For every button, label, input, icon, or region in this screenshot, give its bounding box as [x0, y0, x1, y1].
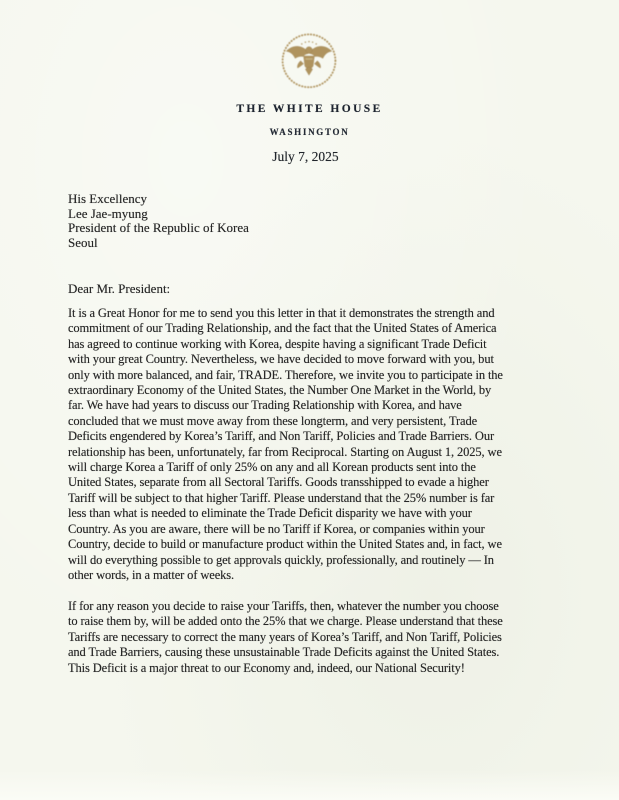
- text-line: has agreed to continue working with Korea, despite having a significant Trade Deficit: [68, 336, 487, 351]
- letter-date: July 7, 2025: [272, 149, 339, 164]
- salutation: Dear Mr. President:: [68, 281, 171, 296]
- text-line: Country. As you are aware, there will be no Tariff if Korea, or companies within your: [68, 521, 485, 536]
- text-line: far. We have had years to discuss our Trading Relationship with Korea, and have: [68, 398, 462, 413]
- body-paragraph-2: [68, 599, 503, 676]
- text-line: and Trade Barriers, causing these unsustainable Trade Deficits against the United States.: [68, 645, 500, 660]
- text-line: Deficits engendered by Korea’s Tariff, and Non Tariff, Policies and Trade Barriers. Our: [68, 429, 495, 444]
- text-line: This Deficit is a major threat to our Economy and, indeed, our National Security!: [68, 660, 465, 675]
- text-line: with your great Country. Nevertheless, we have decided to move forward with you, but: [68, 352, 494, 367]
- text-line: only with more balanced, and fair, TRADE. Therefore, we invite you to participate in the: [68, 367, 503, 382]
- text-line: United States, separate from all Sectoral Tariffs. Goods transshipped to evade a higher: [68, 475, 489, 490]
- text-line: Country, decide to build or manufacture product within the United States and, in fact, we: [68, 537, 502, 552]
- text-line: Lee Jae-myung: [68, 205, 148, 221]
- text-line: His Excellency: [68, 191, 148, 206]
- letterhead-city: WASHINGTON: [269, 127, 350, 137]
- text-line: commitment of our Trading Relationship, and the fact that the United States of America: [68, 321, 497, 336]
- text-line: President of the Republic of Korea: [68, 220, 249, 236]
- text-line: Tariffs are necessary to correct the many years of Korea’s Tariff, and Non Tariff, Policies: [68, 629, 502, 644]
- text-line: It is a Great Honor for me to send you this letter in that it demonstrates the strength and: [68, 306, 495, 320]
- text-line: will do everything possible to get approvals quickly, professionally, and routinely — In: [68, 552, 494, 567]
- text-line: concluded that we must move away from these longterm, and very persistent, Trade: [68, 413, 478, 428]
- text-line: to raise them by, will be added onto the 25% that we charge. Please understand that these: [68, 614, 503, 629]
- text-line: other words, in a matter of weeks.: [68, 567, 235, 582]
- presidential-seal-icon: [277, 32, 341, 92]
- text-line: If for any reason you decide to raise your Tariffs, then, whatever the number you choose: [68, 599, 499, 613]
- body-paragraph-1: [68, 306, 503, 583]
- text-line: Tariff will be subject to that higher Tariff. Please understand that the 25% number is far: [68, 490, 495, 505]
- text-line: less than what is needed to eliminate the Trade Deficit disparity we have with your: [68, 506, 472, 521]
- text-line: extraordinary Economy of the United States, the Number One Market in the World, by: [68, 383, 492, 398]
- text-line: Seoul: [68, 234, 98, 250]
- text-line: will charge Korea a Tariff of only 25% on any and all Korean products sent into the: [68, 460, 476, 475]
- letterhead-org-name: THE WHITE HOUSE: [236, 103, 383, 115]
- text-line: relationship has been, unfortunately, far from Reciprocal. Starting on August 1, 2025, we: [68, 444, 502, 459]
- recipient-address-block: [68, 192, 249, 250]
